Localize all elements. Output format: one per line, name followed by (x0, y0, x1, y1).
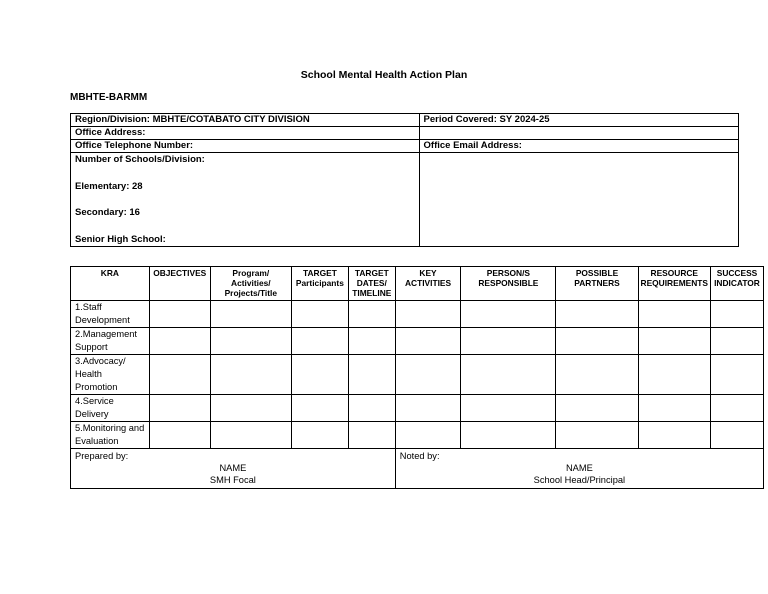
number-of-schools-label: Number of Schools/Division: (75, 154, 205, 165)
office-address-cell: Office Address: (71, 127, 420, 140)
header-key-activities: KEY ACTIVITIES (395, 267, 461, 301)
header-success-indicator: SUCCESS INDICATOR (711, 267, 764, 301)
office-address-value-cell (419, 127, 738, 140)
elementary-count: Elementary: 28 (75, 180, 143, 192)
table-row (71, 395, 764, 422)
noted-by-label: Noted by: (399, 451, 440, 461)
prepared-by-cell (71, 449, 396, 489)
document-title: School Mental Health Action Plan (300, 69, 468, 81)
kra-cell: 5.Monitoring and Evaluation (71, 422, 150, 449)
plan-header-row (71, 267, 764, 301)
header-possible-partners: POSSIBLE PARTNERS (556, 267, 638, 301)
noted-by-name: NAME (565, 463, 593, 473)
kra-cell: 3.Advocacy/ Health Promotion (71, 355, 150, 395)
prepared-by-label: Prepared by: (75, 451, 129, 461)
kra-cell: 4.Service Delivery (71, 395, 150, 422)
header-program: Program/ Activities/ Projects/Title (210, 267, 291, 301)
table-row (71, 328, 764, 355)
secondary-count: Secondary: 16 (75, 207, 140, 219)
kra-cell: 2.Management Support (71, 328, 150, 355)
header-resource-requirements: RESOURCE REQUIREMENTS (638, 267, 710, 301)
number-of-schools-cell (71, 153, 420, 247)
period-covered-cell: Period Covered: SY 2024-25 (419, 114, 738, 127)
office-email-cell: Office Email Address: (419, 140, 738, 153)
header-target-dates: TARGET DATES/ TIMELINE (348, 267, 395, 301)
kra-cell: 1.Staff Development (71, 301, 150, 328)
noted-by-cell (395, 449, 763, 489)
action-plan-table (70, 266, 764, 489)
table-row (71, 301, 764, 328)
signature-row (71, 449, 764, 489)
school-info-table (70, 113, 739, 247)
table-row (71, 422, 764, 449)
prepared-by-role: SMH Focal (209, 475, 256, 485)
schools-blank-cell (419, 153, 738, 247)
noted-by-role: School Head/Principal (533, 475, 626, 485)
header-target-participants: TARGET Participants (291, 267, 348, 301)
senior-high-count: Senior High School: (75, 233, 166, 245)
table-row (71, 355, 764, 395)
header-kra: KRA (71, 267, 150, 301)
header-objectives: OBJECTIVES (149, 267, 210, 301)
office-phone-cell: Office Telephone Number: (71, 140, 420, 153)
prepared-by-name: NAME (219, 463, 247, 473)
header-persons-responsible: PERSON/S RESPONSIBLE (461, 267, 556, 301)
organization-name: MBHTE-BARMM (70, 92, 148, 103)
region-division-cell: Region/Division: MBHTE/COTABATO CITY DIVISION (71, 114, 420, 127)
